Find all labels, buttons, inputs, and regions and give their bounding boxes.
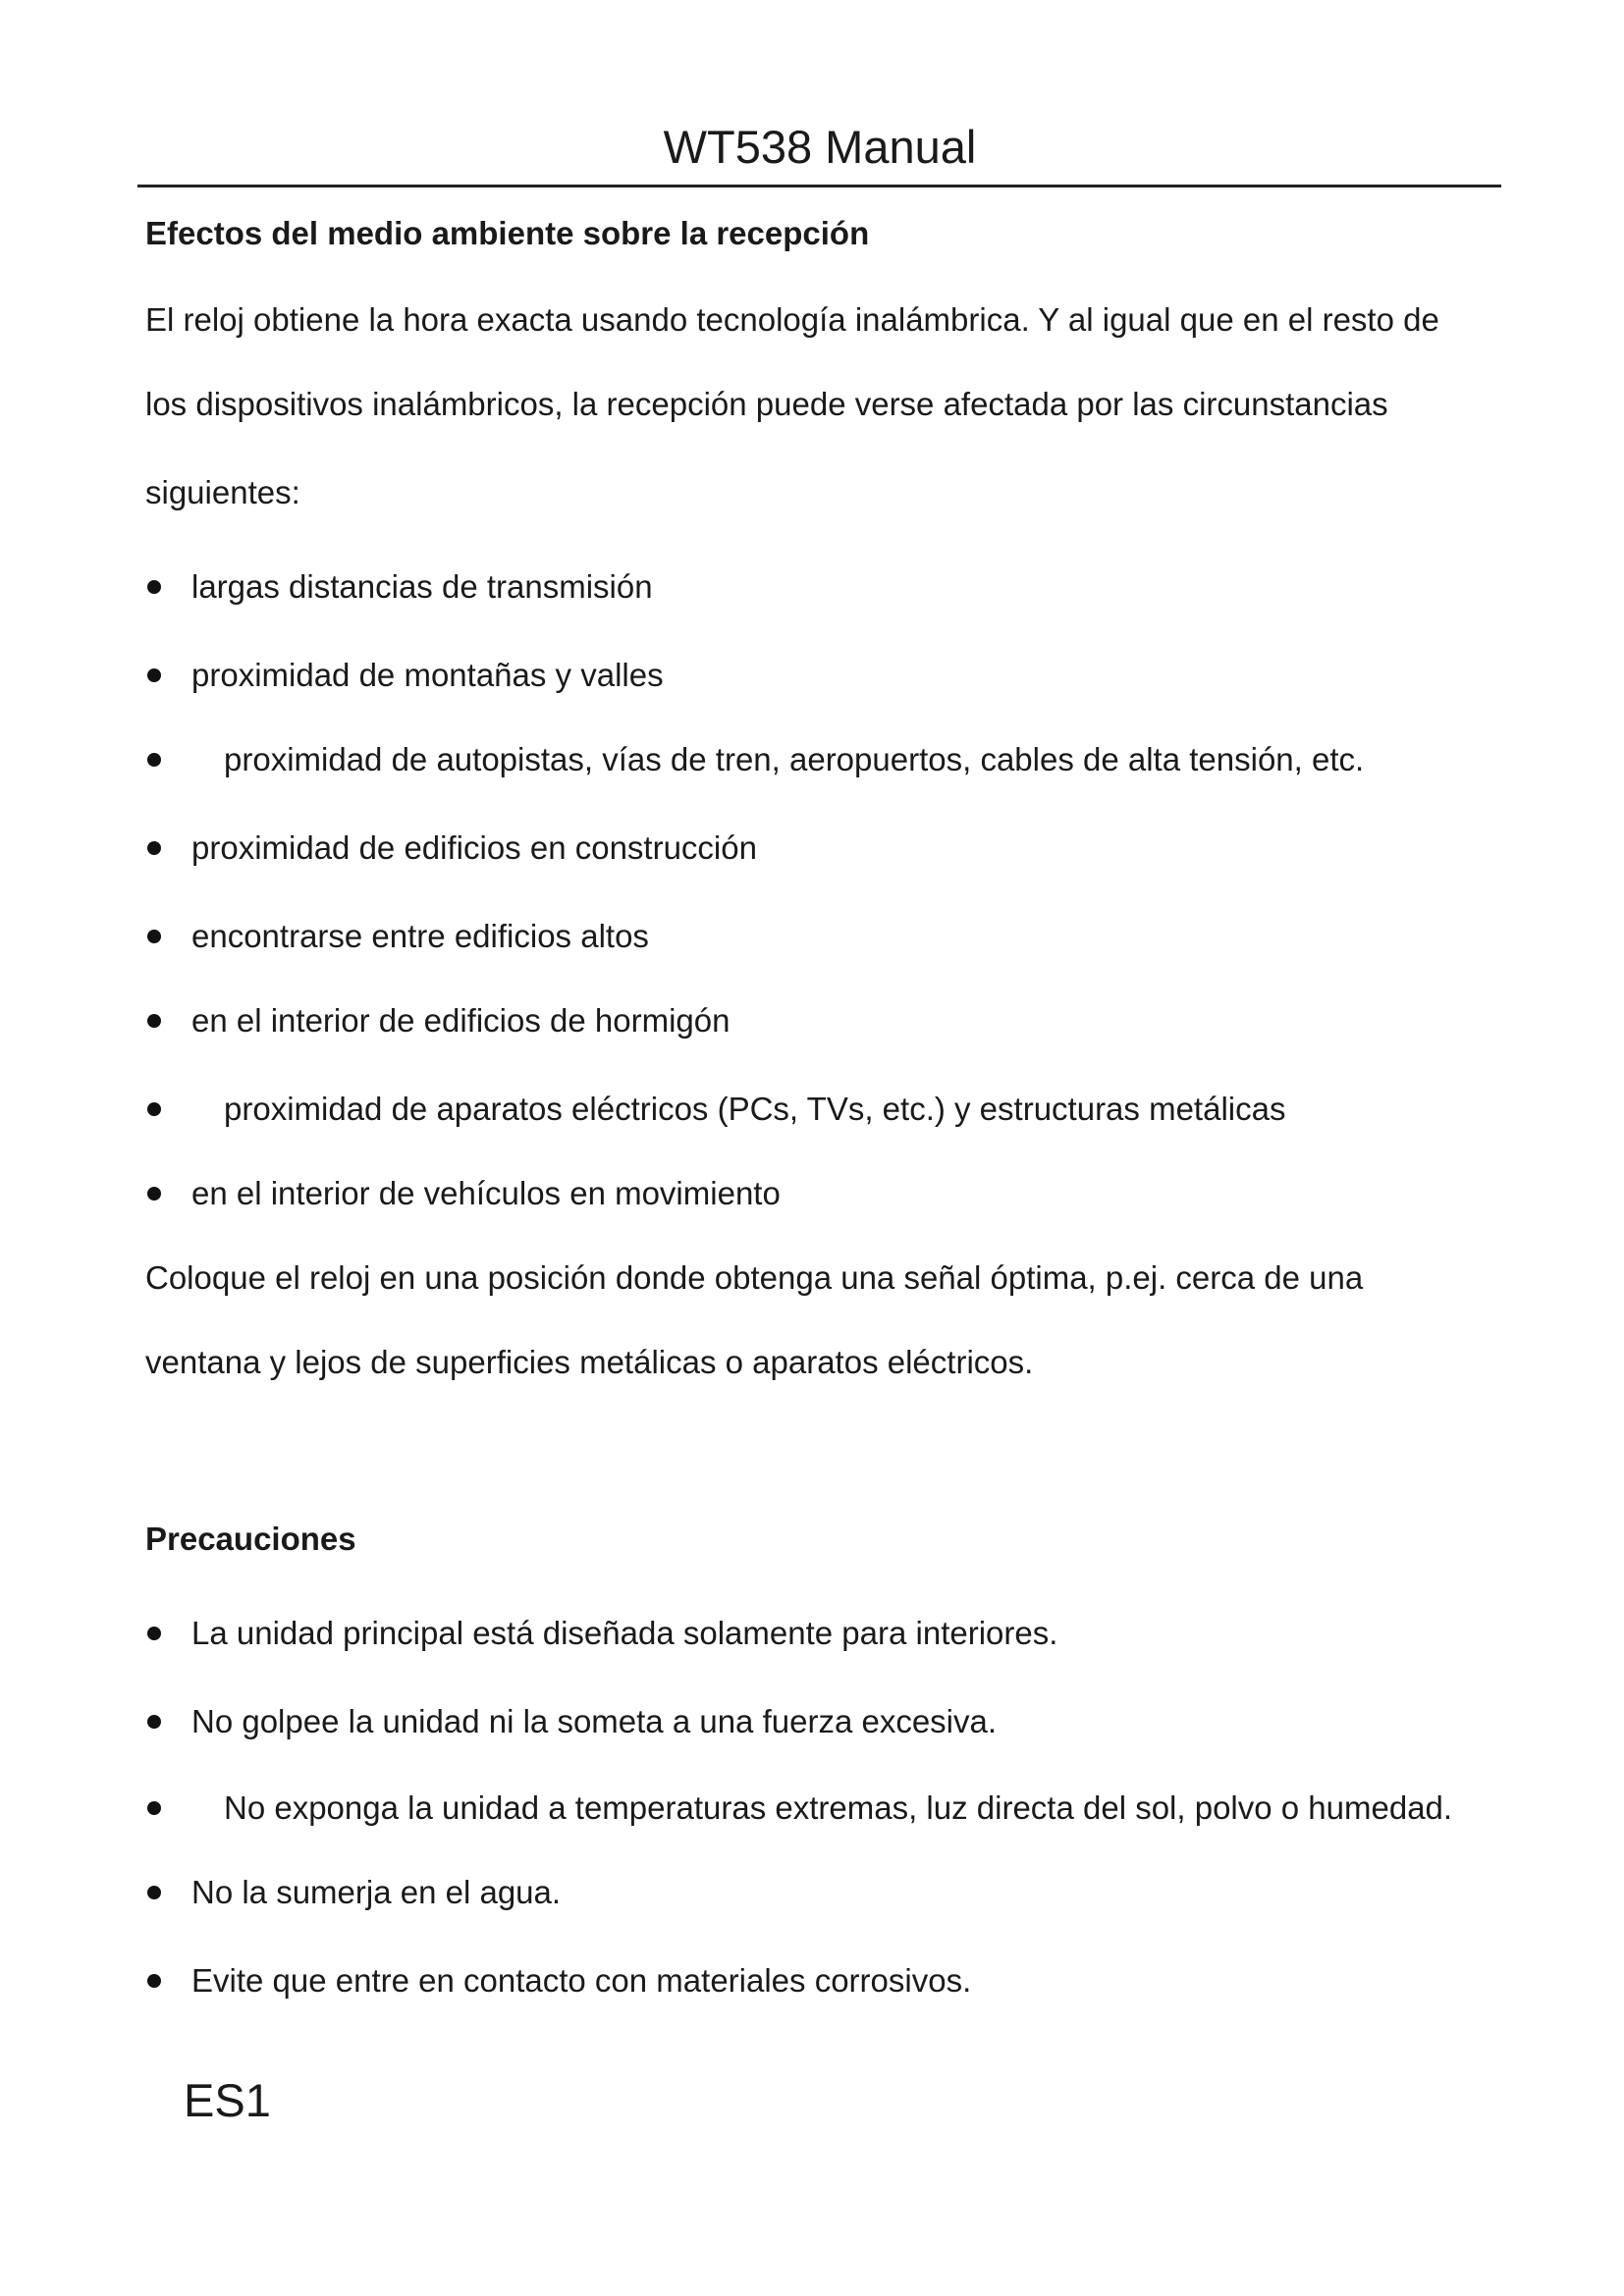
bullet-icon: [147, 1014, 161, 1028]
list-item-text: proximidad de autopistas, vías de tren, aeropuertos, cables de alta tensión, etc.: [224, 741, 1365, 777]
list-item-text: proximidad de edificios en construcción: [191, 829, 757, 866]
intro-line: siguientes:: [145, 474, 300, 510]
list-item-text: encontrarse entre edificios altos: [191, 918, 649, 954]
list-item-text: Evite que entre en contacto con materiales corrosivos.: [191, 1962, 972, 1999]
intro-line: los dispositivos inalámbricos, la recepción puede verse afectada por las circunstancias: [145, 386, 1388, 422]
bullet-icon: [147, 841, 161, 855]
bullet-icon: [147, 1102, 161, 1116]
bullet-icon: [147, 1627, 161, 1640]
bullet-icon: [147, 753, 161, 767]
bullet-icon: [147, 580, 161, 594]
list-item-text: No exponga la unidad a temperaturas extremas, luz directa del sol, polvo o humedad.: [224, 1789, 1453, 1826]
bullet-icon: [147, 930, 161, 943]
bullet-icon: [147, 1715, 161, 1729]
bullet-icon: [147, 1187, 161, 1201]
bullet-icon: [147, 1886, 161, 1899]
section-heading-reception: Efectos del medio ambiente sobre la recepción: [145, 215, 870, 251]
list-item-text: No golpee la unidad ni la someta a una fuerza excesiva.: [191, 1703, 998, 1739]
list-item-text: en el interior de edificios de hormigón: [191, 1002, 731, 1039]
closing-line: ventana y lejos de superficies metálicas o aparatos eléctricos.: [145, 1344, 1034, 1380]
list-item-text: proximidad de aparatos eléctricos (PCs, TVs, etc.) y estructuras metálicas: [224, 1091, 1286, 1127]
list-item-text: La unidad principal está diseñada solamente para interiores.: [191, 1615, 1058, 1651]
list-item-text: largas distancias de transmisión: [191, 568, 653, 605]
bullet-icon: [147, 1974, 161, 1988]
list-item-text: en el interior de vehículos en movimiento: [191, 1175, 781, 1211]
list-item-text: proximidad de montañas y valles: [191, 657, 664, 693]
section-heading-precautions: Precauciones: [145, 1521, 356, 1557]
page-number: ES1: [184, 2074, 271, 2126]
list-item-text: No la sumerja en el agua.: [191, 1874, 562, 1910]
header-divider: [137, 185, 1501, 187]
intro-line: El reloj obtiene la hora exacta usando tecnología inalámbrica. Y al igual que en el resto de: [145, 301, 1439, 338]
document-title: WT538 Manual: [663, 121, 977, 173]
bullet-icon: [147, 668, 161, 682]
closing-line: Coloque el reloj en una posición donde obtenga una señal óptima, p.ej. cerca de una: [145, 1259, 1364, 1296]
bullet-icon: [147, 1801, 161, 1815]
